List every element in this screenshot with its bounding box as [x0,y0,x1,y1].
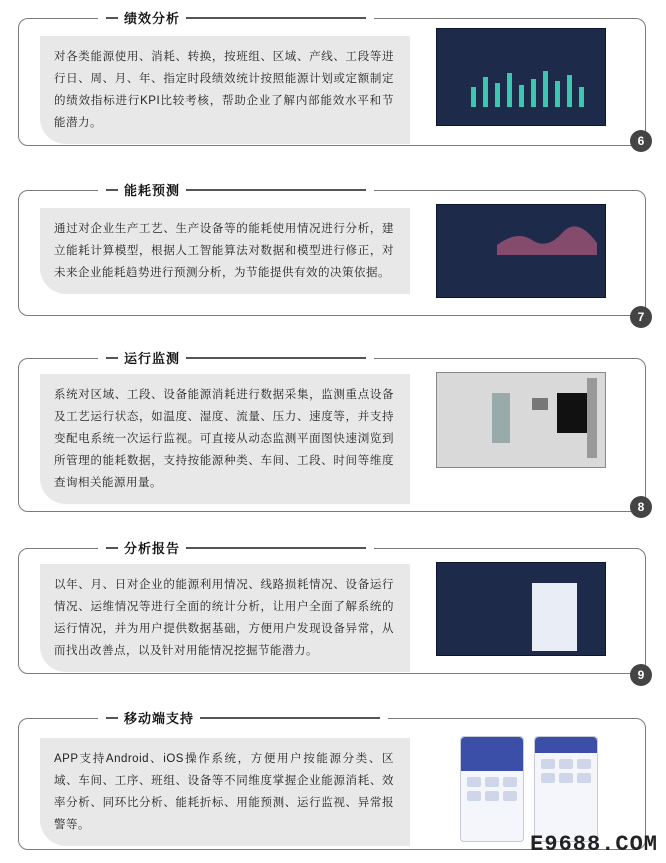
section-forecast [18,183,646,324]
section-text: 系统对区域、工段、设备能源消耗进行数据采集，监测重点设备及工艺运行状态，如温度、湿度、流量、压力、速度等，并支持变配电系统一次运行监视。可直接从动态监测平面图快速浏览到所管理的能耗数据，支持按能源种类、车间、工段、时间等维度查询相关能源用量。 [54,389,394,489]
dashboard-bar [531,79,536,107]
phone-header [461,737,523,771]
dashboard-bar [483,77,488,107]
title-dash-left [106,357,118,359]
section-title-wrap [98,708,388,727]
section-title: 绩效分析 [124,11,181,26]
section-title-wrap [98,348,374,367]
title-dash-right [186,189,366,191]
section-number-badge: 9 [630,664,652,686]
performance-dashboard-screenshot [436,28,606,126]
section-report [18,541,646,682]
section-title: 分析报告 [124,541,181,556]
phone-header [535,737,597,753]
section-title-wrap [98,180,374,199]
section-text: 通过对企业生产工艺、生产设备等的能耗使用情况进行分析，建立能耗计算模型，根据人工智能算法对数据和模型进行修正，对未来企业能耗趋势进行预测分析，为节能提供有效的决策依据。 [54,223,394,279]
section-title-wrap [98,538,374,557]
dashboard-bar [579,87,584,107]
section-monitoring [18,351,646,518]
section-textbox [40,208,410,294]
title-dash-left [106,547,118,549]
section-number-badge: 8 [630,496,652,518]
dashboard-bar [567,75,572,107]
report-document-preview [532,583,577,651]
title-dash-left [106,717,118,719]
section-text: APP支持Android、iOS操作系统，方便用户按能源分类、区域、车间、工序、班组、设备等不同维度掌握企业能源消耗、效率分析、同环比分析、能耗折标、用能预测、运行监视、异常报警等。 [54,753,394,831]
section-title: 运行监测 [124,351,181,366]
section-title: 移动端支持 [124,711,195,726]
title-dash-right [186,547,366,549]
process-monitoring-diagram [436,372,606,468]
title-dash-left [106,189,118,191]
section-title-wrap [98,8,374,27]
title-dash-left [106,17,118,19]
forecast-trend-chart [437,205,605,297]
dashboard-bar [507,73,512,107]
title-dash-right [186,17,366,19]
section-text: 对各类能源使用、消耗、转换，按班组、区域、产线、工段等进行日、周、月、年、指定时段绩效统计按照能源计划或定额制定的绩效指标进行KPI比较考核，帮助企业了解内部能效水平和节能潜力。 [54,51,394,129]
section-number-badge: 7 [630,306,652,328]
dashboard-bar [471,87,476,107]
section-text: 以年、月、日对企业的能源利用情况、线路损耗情况、设备运行情况、运维情况等进行全面的统计分析，让用户全面了解系统的运行情况，并为用户提供数据基础，方便用户发现设备异常，从而找出改善点，以及针对用能情况挖掘节能潜力。 [54,579,394,657]
section-title: 能耗预测 [124,183,181,198]
section-textbox [40,36,410,144]
section-textbox [40,374,410,504]
section-textbox [40,564,410,672]
process-diagram [437,373,605,467]
dashboard-bar [495,83,500,107]
phone-icon-grid [461,771,523,807]
mobile-app-screenshot [534,736,598,842]
dashboard-bar [555,81,560,107]
watermark: E9688.COM [530,832,658,857]
section-textbox [40,738,410,846]
forecast-dashboard-screenshot [436,204,606,298]
title-dash-right [186,357,366,359]
section-number-badge: 6 [630,130,652,152]
phone-icon-grid [535,753,597,789]
report-dashboard-screenshot [436,562,606,656]
title-dash-right [200,717,380,719]
mobile-app-screenshot [460,736,524,842]
dashboard-bar [543,71,548,107]
section-performance [18,11,646,148]
dashboard-bar [519,85,524,107]
